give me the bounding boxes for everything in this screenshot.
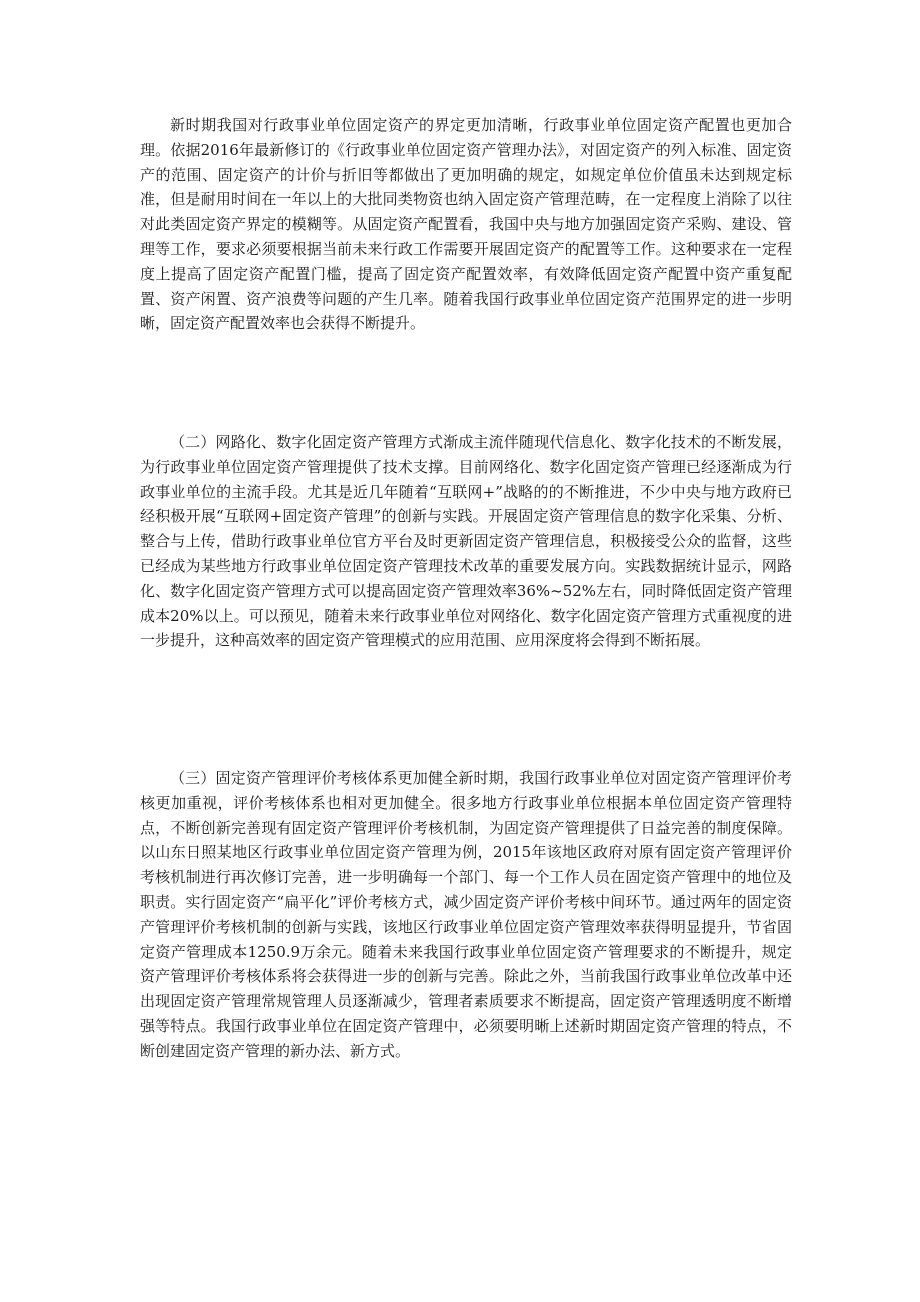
paragraph-evaluation-system: （三）固定资产管理评价考核体系更加健全新时期，我国行政事业单位对固定资产管理评价考核更加重视，评价考核体系也相对更加健全。很多地方行政事业单位根据本单位固定资产管理特点，不断创新完善现有固定资产管理评价考核机制，为固定资产管理提供了日益完善的制度保障。以山东日照某地区行政事业单位固定资产管理为例，2015年该地区政府对原有固定资产管理评价考核机制进行再次修订完善，进一步明确每一个部门、每一个工作人员在固定资产管理中的地位及职责。实行固定资产“扁平化”评价考核方式，减少固定资产评价考核中间环节。通过两年的固定资产管理评价考核机制的创新与实践，该地区行政事业单位固定资产管理效率获得明显提升，节省固定资产管理成本1250.9万余元。随着未来我国行政事业单位固定资产管理要求的不断提升，规定资产管理评价考核体系将会获得进一步的创新与完善。除此之外，当前我国行政事业单位改革中还出现固定资产管理常规管理人员逐渐减少，管理者素质要求不断提高，固定资产管理透明度不断增强等特点。我国行政事业单位在固定资产管理中，必须要明晰上述新时期固定资产管理的特点，不断创建固定资产管理的新办法、新方式。 (140, 769, 792, 1060)
paragraph-asset-definition: 新时期我国对行政事业单位固定资产的界定更加清晰，行政事业单位固定资产配置也更加合理。依据2016年最新修订的《行政事业单位固定资产管理办法》，对固定资产的列入标准、固定资产的范围、固定资产的计价与折旧等都做出了更加明确的规定，如规定单位价值虽未达到规定标准，但是耐用时间在一年以上的大批同类物资也纳入固定资产管理范畴，在一定程度上消除了以往对此类固定资产界定的模糊等。从固定资产配置看，我国中央与地方加强固定资产采购、建设、管理等工作，要求必须要根据当前未来行政工作需要开展固定资产的配置等工作。这种要求在一定程度上提高了固定资产配置门槛，提高了固定资产配置效率，有效降低固定资产配置中资产重复配置、资产闲置、资产浪费等问题的产生几率。随着我国行政事业单位固定资产范围界定的进一步明晰，固定资产配置效率也会获得不断提升。 (140, 116, 792, 333)
paragraph-digital-management: （二）网路化、数字化固定资产管理方式渐成主流伴随现代信息化、数字化技术的不断发展，为行政事业单位固定资产管理提供了技术支撑。目前网络化、数字化固定资产管理已经逐渐成为行政事业单位的主流手段。尤其是近几年随着“互联网+”战略的的不断推进，不少中央与地方政府已经积极开展“互联网+固定资产管理”的创新与实践。开展固定资产管理信息的数字化采集、分析、整合与上传，借助行政事业单位官方平台及时更新固定资产管理信息，积极接受公众的监督，这些已经成为某些地方行政事业单位固定资产管理技术改革的重要发展方向。实践数据统计显示，网路化、数字化固定资产管理方式可以提高固定资产管理效率36%~52%左右，同时降低固定资产管理成本20%以上。可以预见，随着未来行政事业单位对网络化、数字化固定资产管理方式重视度的进一步提升，这种高效率的固定资产管理模式的应用范围、应用深度将会得到不断拓展。 (140, 433, 792, 650)
